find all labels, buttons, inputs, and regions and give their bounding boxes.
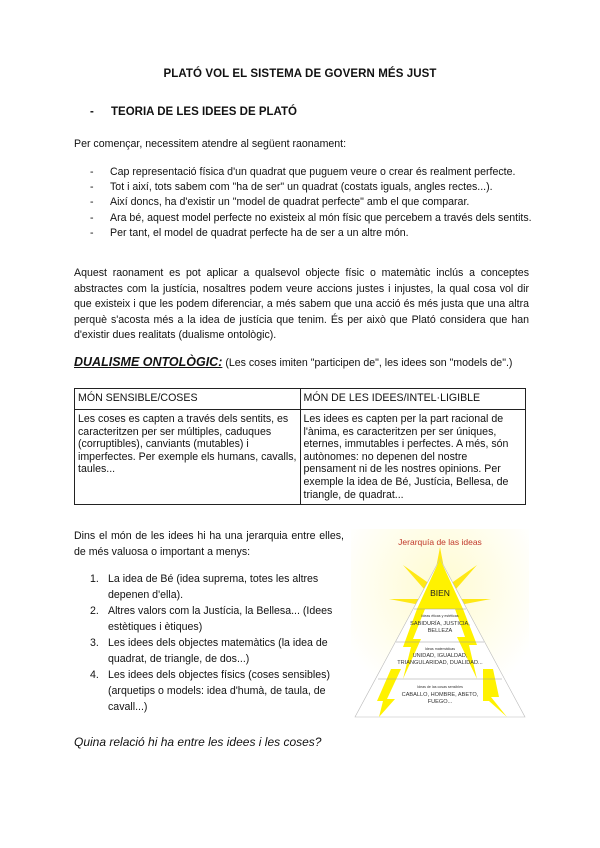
list-text: La idea de Bé (idea suprema, totes les altres depenen d'ella). bbox=[108, 573, 319, 601]
list-number: 3. bbox=[90, 637, 99, 649]
list-text: Altres valors com la Justícia, la Bellesa... (Idees estètiques i ètiques) bbox=[108, 605, 333, 633]
comparison-table bbox=[74, 388, 526, 505]
page-title: PLATÓ VOL EL SISTEMA DE GOVERN MÉS JUST bbox=[163, 68, 437, 80]
level4-head: Ideas de las cosas sensibles bbox=[417, 685, 463, 689]
closing-question: Quina relació hi ha entre les idees i les coses? bbox=[74, 735, 322, 749]
list-number: 4. bbox=[90, 669, 99, 681]
level4-body: FUEGO... bbox=[427, 699, 453, 705]
level2-body: SABIDURÍA, JUSTICIA, bbox=[410, 621, 470, 627]
subtitle-dash: - bbox=[90, 106, 94, 118]
level2-body: BELLEZA bbox=[427, 628, 453, 634]
list-item: - Cap representació física d'un quadrat que puguem veure o crear és realment perfecte. bbox=[90, 165, 540, 180]
cell-sensible: Les coses es capten a través dels sentits, es caracteritzen per ser múltiples, caduques (corruptibles), canviants (mutables) i imperfectes. Per exemple els humans, cavalls, taules... bbox=[75, 410, 301, 505]
dualism-heading: DUALISME ONTOLÒGIC: bbox=[74, 355, 223, 369]
list-item bbox=[90, 635, 344, 667]
list-item: - Per tant, el model de quadrat perfecte ha de ser a un altre món. bbox=[90, 226, 540, 241]
table-header-row bbox=[75, 389, 526, 410]
level2-head: Ideas éticas y estéticas bbox=[421, 614, 459, 618]
level3-head: Ideas matemáticas bbox=[424, 647, 456, 651]
list-item bbox=[90, 603, 344, 635]
bien-label: BIEN bbox=[430, 588, 450, 598]
cell-ideas: Les idees es capten per la part racional de l'ànima, es caracteritzen per ser úniques, eternes, immutables i perfectes. A més, són autònomes: no depenen del nostre pensament ni de les nostres opinions. Per exemple la idea de Bé, Justícia, Bellesa, de triangle, de quadrat... bbox=[300, 410, 526, 505]
list-item: - Així doncs, ha d'existir un "model de quadrat perfecte" amb el que comparar. bbox=[90, 195, 540, 210]
dualism-line bbox=[74, 355, 554, 370]
level4-body: CABALLO, HOMBRE, ABETO, bbox=[401, 692, 479, 698]
level3-body: TRIANGULARIDAD, DUALIDAD... bbox=[397, 660, 483, 666]
figure-title: Jerarquía de las ideas bbox=[398, 537, 482, 547]
list-number: 2. bbox=[90, 605, 99, 617]
list-text: Les idees dels objectes matemàtics (la idea de quadrat, de triangle, de dos...) bbox=[108, 637, 328, 665]
list-item bbox=[90, 667, 344, 715]
list-item: - Tot i així, tots sabem com "ha de ser" un quadrat (costats iguals, angles rectes...). bbox=[90, 180, 540, 195]
level3-body: UNIDAD, IGUALDAD, bbox=[412, 653, 468, 659]
table-row bbox=[75, 410, 526, 505]
hierarchy-intro: Dins el món de les idees hi ha una jerarquia entre elles, de més valuosa o important a menys: bbox=[74, 530, 344, 558]
header-sensible: MÓN SENSIBLE/COSES bbox=[75, 389, 301, 410]
dualism-note: (Les coses imiten "participen de", les idees son "models de".) bbox=[222, 357, 513, 369]
list-item bbox=[90, 571, 344, 603]
reasoning-list bbox=[90, 165, 540, 241]
body-paragraph: Aquest raonament es pot aplicar a qualsevol objecte físic o matemàtic inclús a conceptes abstractes com la justícia, nosaltres podem veure accions justes i injustes, la qual cosa vol dir que existeix i que les podem diferenciar, a més sabem que una acció és més justa que una altra perquè s'acosta més a la idea de justícia que tenim. És per això que Plató considera que han d'existir dues realitats (dualisme ontològic). bbox=[74, 267, 529, 341]
subtitle-text: TEORIA DE LES IDEES DE PLATÓ bbox=[111, 106, 297, 118]
hierarchy-list bbox=[90, 571, 344, 715]
list-text: Les idees dels objectes físics (coses sensibles) (arquetips o models: idea d'humà, de taula, de cavall...) bbox=[108, 669, 330, 713]
list-number: 1. bbox=[90, 573, 99, 585]
intro-text: Per començar, necessitem atendre al següent raonament: bbox=[74, 138, 347, 150]
header-ideas: MÓN DE LES IDEES/INTEL·LIGIBLE bbox=[300, 389, 526, 410]
list-item: - Ara bé, aquest model perfecte no existeix al món físic que percebem a través dels sentits. bbox=[90, 211, 540, 226]
ideas-hierarchy-figure bbox=[351, 529, 529, 723]
